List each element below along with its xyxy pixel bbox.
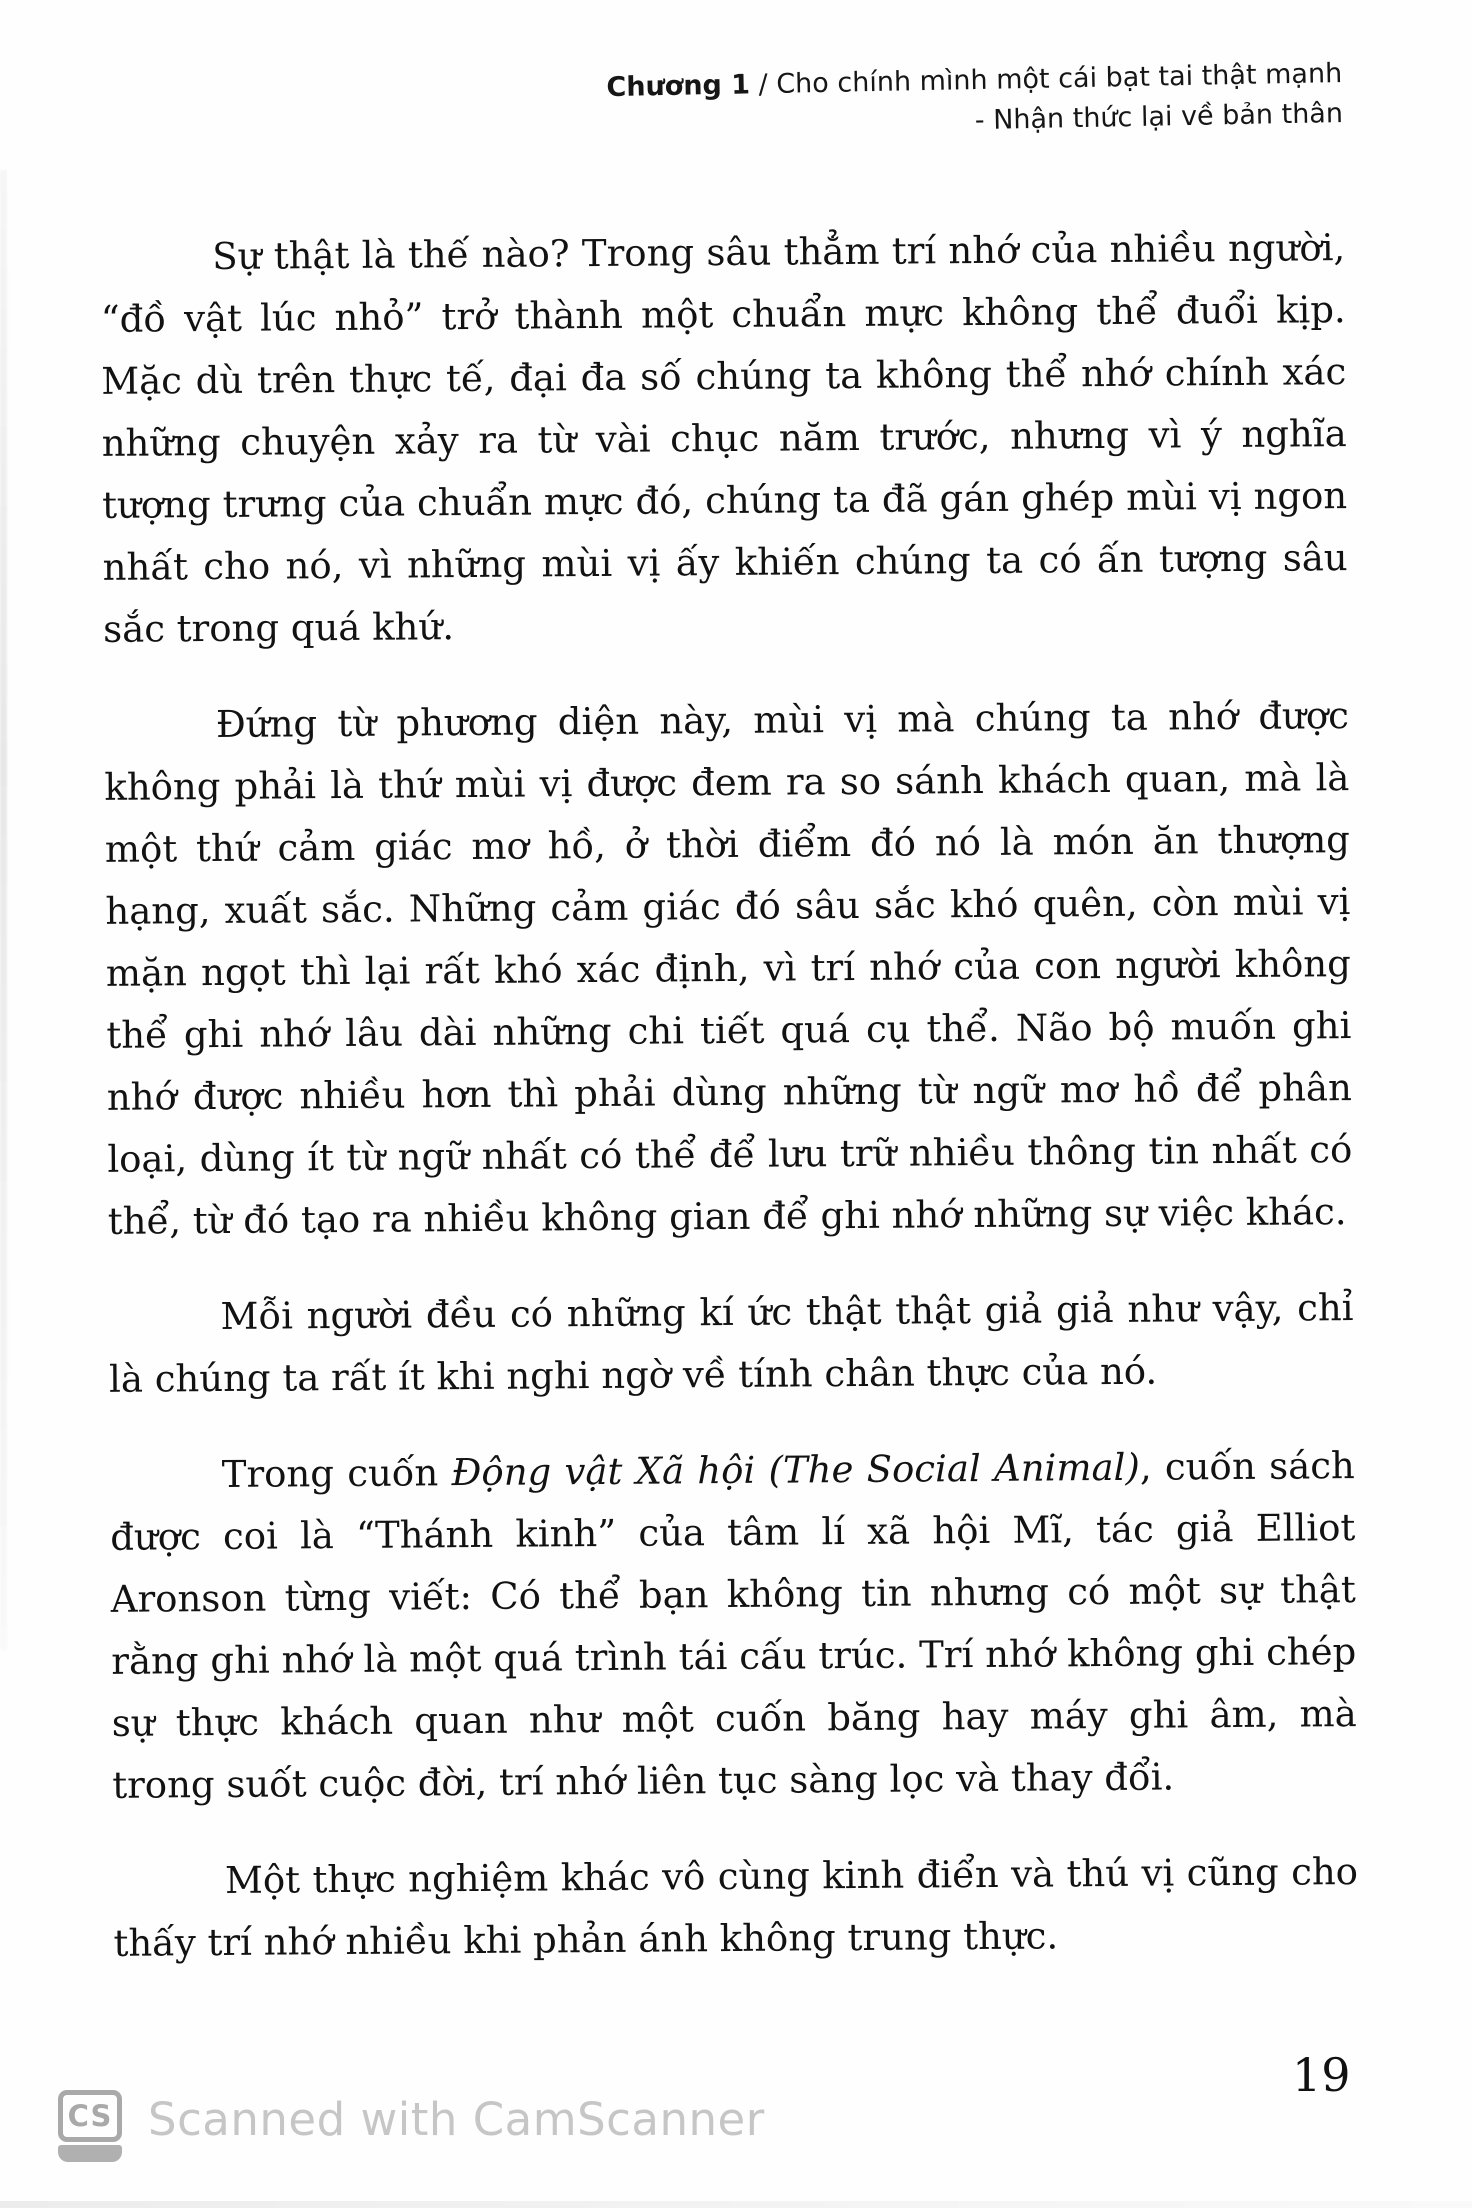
paragraph-4 — [110, 1435, 1358, 1817]
scan-bottom-edge — [0, 2201, 1472, 2208]
paragraph-1: Sự thật là thế nào? Trong sâu thẳm trí nhớ của nhiều người, “đồ vật lúc nhỏ” trở thành một chuẩn mực không thể đuổi kịp. Mặc dù trên thực tế, đại đa số chúng ta không thể nhớ chính xác những chuyện xảy ra từ vài chục năm trước, nhưng vì ý nghĩa tượng trưng của chuẩn mực đó, chúng ta đã gán ghép mùi vị ngon nhất cho nó, vì những mùi vị ấy khiến chúng ta có ấn tượng sâu sắc trong quá khứ. — [100, 226, 1348, 651]
paragraph-5: Một thực nghiệm khác vô cùng kinh điển và thú vị cũng cho thấy trí nhớ nhiều khi phản ánh không trung thực. — [113, 1850, 1359, 1965]
camscanner-logo-icon — [58, 2090, 122, 2162]
camscanner-label: Scanned with CamScanner — [148, 2092, 765, 2146]
chapter-number: Chương 1 — [606, 69, 751, 104]
camscanner-watermark — [58, 2090, 765, 2162]
page-body — [100, 217, 1359, 1975]
camscanner-logo-bar — [58, 2145, 122, 2162]
paragraph-3: Mỗi người đều có những kí ức thật thật giả giả như vậy, chỉ là chúng ta rất ít khi nghi ngờ về tính chân thực của nó. — [108, 1286, 1354, 1401]
book-title-italic: Động vật Xã hội (The Social Animal) — [451, 1445, 1141, 1495]
running-head — [606, 54, 1343, 148]
camscanner-logo-text: CS — [67, 2099, 113, 2133]
chapter-title: / Cho chính mình một cái bạt tai thật mạnh — [749, 57, 1343, 101]
scan-edge-shadow — [0, 170, 7, 1650]
paragraph-4-rest: , cuốn sách được coi là “Thánh kinh” của tâm lí xã hội Mĩ, tác giả Elliot Aronson từng viết: Có thể bạn không tin nhưng có một sự thật rằng ghi nhớ là một quá trình tái cấu trúc. Trí nhớ không ghi chép sự thực khách quan như một cuốn băng hay máy ghi âm, mà trong suốt cuộc đời, trí nhớ liên tục sàng lọc và thay đổi. — [110, 1444, 1357, 1807]
paragraph-2: Đứng từ phương diện này, mùi vị mà chúng ta nhớ được không phải là thứ mùi vị được đem ra so sánh khách quan, mà là một thứ cảm giác mơ hồ, ở thời điểm đó nó là món ăn thượng hạng, xuất sắc. Những cảm giác đó sâu sắc khó quên, còn mùi vị mặn ngọt thì lại rất khó xác định, vì trí nhớ của con người không thể ghi nhớ lâu dài những chi tiết quá cụ thể. Não bộ muốn ghi nhớ được nhiều hơn thì phải dùng những từ ngữ mơ hồ để phân loại, dùng ít từ ngữ nhất có thể để lưu trữ nhiều thông tin nhất có thể, từ đó tạo ra nhiều không gian để ghi nhớ những sự việc khác. — [104, 694, 1353, 1243]
paragraph-4-lead: Trong cuốn — [221, 1451, 452, 1496]
chapter-subtitle: - Nhận thức lại về bản thân — [974, 97, 1344, 137]
page-number: 19 — [1292, 2048, 1351, 2102]
